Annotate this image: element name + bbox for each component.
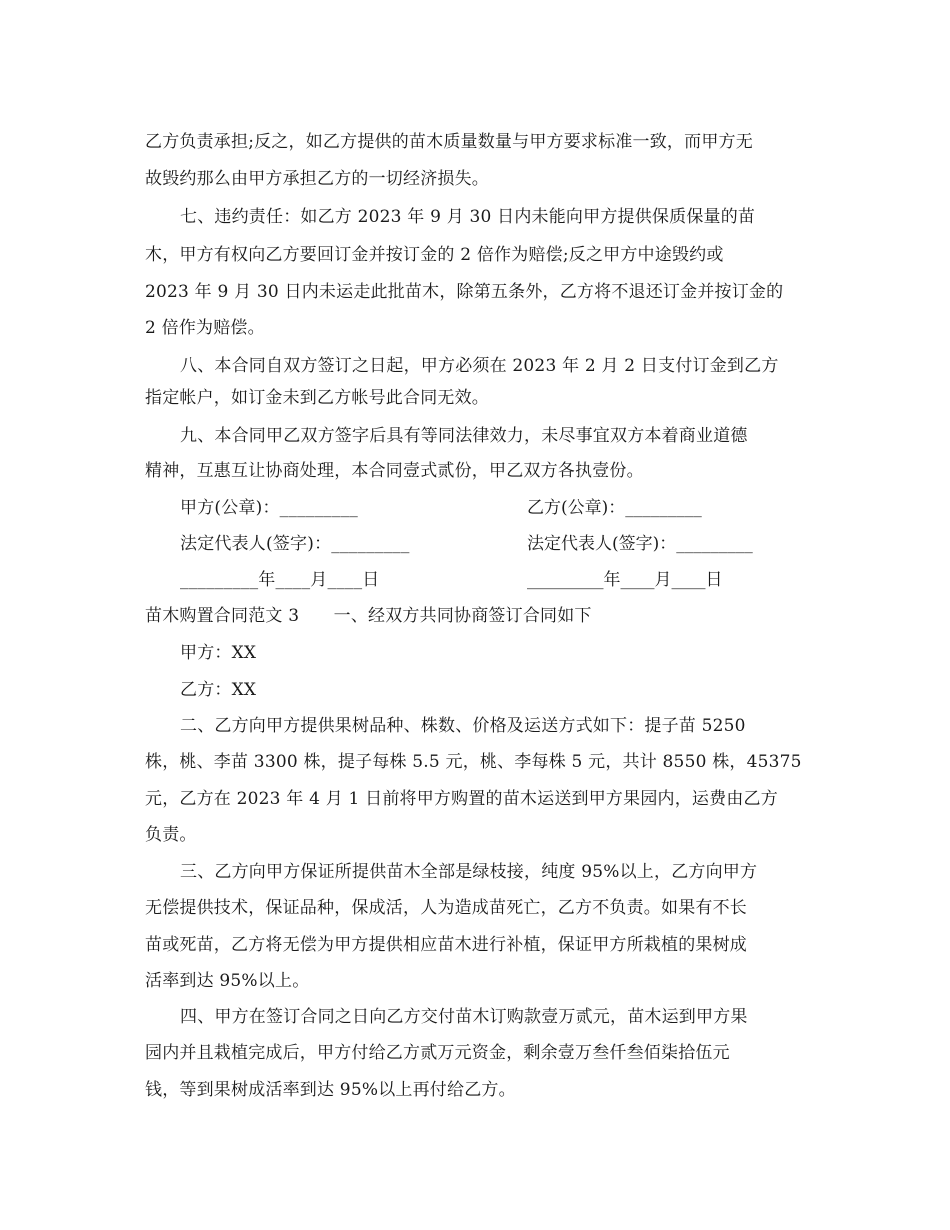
paragraph-line: 负责。	[145, 825, 197, 845]
paragraph-line: 无偿提供技术，保证品种，保成活，人为造成苗死亡，乙方不负责。如果有不长	[145, 898, 747, 918]
clause-9-line: 九、本合同甲乙双方签字后具有等同法律效力，未尽事宜双方本着商业道德	[180, 426, 748, 446]
paragraph-line: 精神，互惠互让协商处理，本合同壹式贰份，甲乙双方各执壹份。	[145, 461, 644, 481]
party-a-name: 甲方：XX	[180, 643, 257, 663]
paragraph-line: 2023 年 9 月 30 日内未运走此批苗木，除第五条外，乙方将不退还订金并按订金的	[145, 282, 784, 302]
paragraph-line: 株，桃、李苗 3300 株，提子每株 5.5 元，桃、李每株 5 元，共计 8550 株，45375	[145, 752, 802, 772]
clause-7-line: 七、违约责任：如乙方 2023 年 9 月 30 日内未能向甲方提供保质保量的苗	[180, 207, 756, 227]
party-b-seal: 乙方(公章)：_________	[527, 498, 702, 518]
clause-2-line: 二、乙方向甲方提供果树品种、株数、价格及运送方式如下：提子苗 5250	[180, 716, 746, 736]
section-title: 苗木购置合同范文 3 一、经双方共同协商签订合同如下	[145, 606, 592, 626]
paragraph-line: 指定帐户，如订金未到乙方帐号此合同无效。	[145, 388, 489, 408]
party-b-date: _________年____月____日	[527, 570, 723, 590]
party-b-name: 乙方：XX	[180, 680, 257, 700]
clause-4-line: 四、甲方在签订合同之日向乙方交付苗木订购款壹万贰元，苗木运到甲方果	[180, 1007, 748, 1027]
paragraph-line: 木，甲方有权向乙方要回订金并按订金的 2 倍作为赔偿;反之甲方中途毁约或	[145, 245, 724, 265]
paragraph-line: 苗或死苗，乙方将无偿为甲方提供相应苗木进行补植，保证甲方所栽植的果树成	[145, 935, 747, 955]
paragraph-line: 2 倍作为赔偿。	[145, 318, 265, 338]
party-b-representative: 法定代表人(签字)：_________	[527, 534, 753, 554]
paragraph-line: 活率到达 95%以上。	[145, 971, 310, 991]
party-a-representative: 法定代表人(签字)：_________	[180, 534, 410, 554]
clause-3-line: 三、乙方向甲方保证所提供苗木全部是绿枝接，纯度 95%以上，乙方向甲方	[180, 862, 758, 882]
paragraph-line: 元，乙方在 2023 年 4 月 1 日前将甲方购置的苗木运送到甲方果园内，运费由乙方	[145, 789, 778, 809]
clause-8-line: 八、本合同自双方签订之日起，甲方必须在 2023 年 2 月 2 日支付订金到乙方	[180, 356, 779, 376]
paragraph-line: 故毁约那么由甲方承担乙方的一切经济损失。	[145, 169, 489, 189]
paragraph-line: 园内并且栽植完成后，甲方付给乙方贰万元资金，剩余壹万叁仟叁佰柒拾伍元	[145, 1043, 730, 1063]
party-a-seal: 甲方(公章)：_________	[180, 498, 358, 518]
party-a-date: _________年____月____日	[180, 570, 380, 590]
paragraph-line: 钱，等到果树成活率到达 95%以上再付给乙方。	[145, 1080, 516, 1100]
paragraph-line: 乙方负责承担;反之，如乙方提供的苗木质量数量与甲方要求标准一致，而甲方无	[145, 132, 753, 152]
